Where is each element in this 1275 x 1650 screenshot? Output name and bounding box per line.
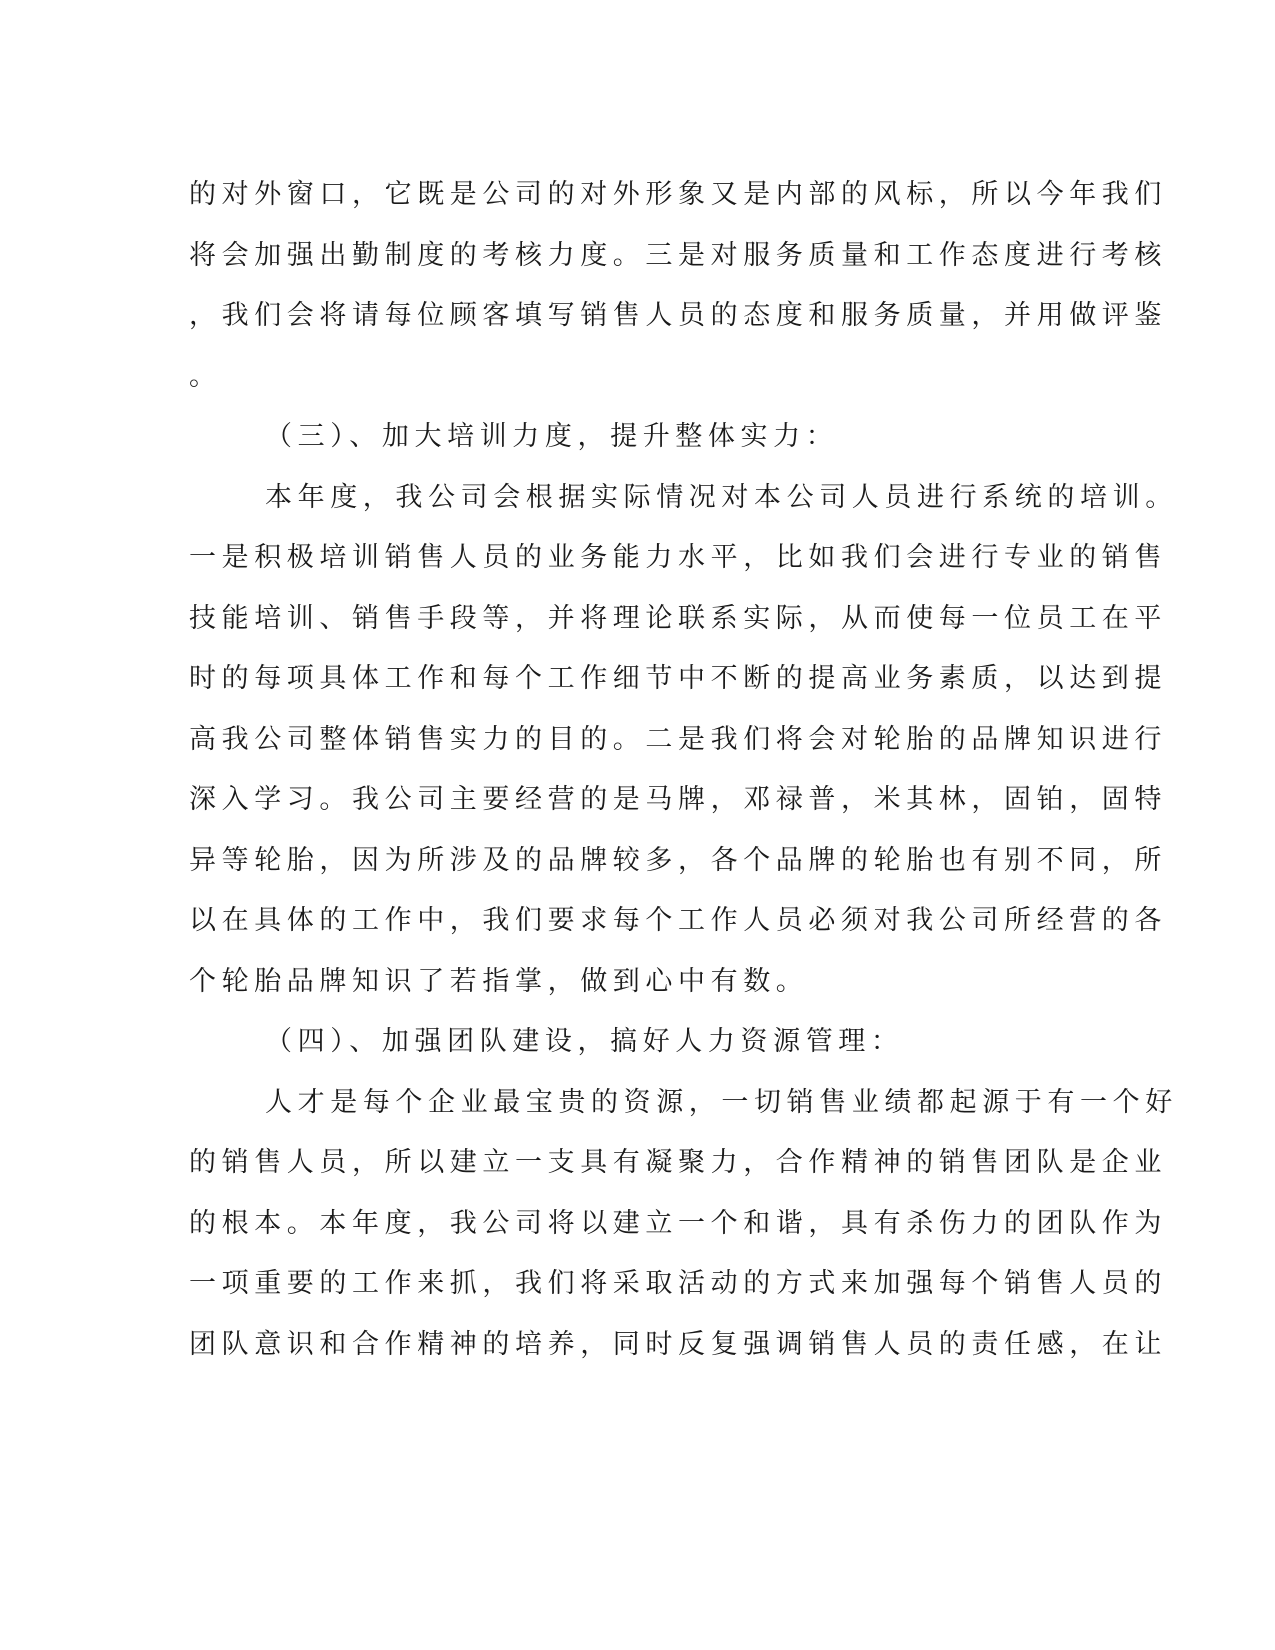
body-line: 异等轮胎，因为所涉及的品牌较多，各个品牌的轮胎也有别不同，所 (189, 844, 1167, 876)
body-line: 时的每项具体工作和每个工作细节中不断的提高业务素质，以达到提 (189, 663, 1167, 694)
body-line: 深入学习。我公司主要经营的是马牌，邓禄普，米其林，固铂，固特 (189, 784, 1167, 815)
body-line: 一项重要的工作来抓，我们将采取活动的方式来加强每个销售人员的 (189, 1268, 1167, 1299)
body-line: ，我们会将请每位顾客填写销售人员的态度和服务质量，并用做评鉴 (189, 300, 1167, 331)
paragraph-start: 人才是每个企业最宝贵的资源，一切销售业绩都起源于有一个好 (265, 1086, 1178, 1118)
body-line: 技能培训、销售手段等，并将理论联系实际，从而使每一位员工在平 (189, 602, 1167, 634)
body-line: 团队意识和合作精神的培养，同时反复强调销售人员的责任感，在让 (189, 1328, 1167, 1360)
body-line: 个轮胎品牌知识了若指掌，做到心中有数。 (189, 965, 809, 997)
body-line: 以在具体的工作中，我们要求每个工作人员必须对我公司所经营的各 (189, 905, 1167, 936)
body-line: 。 (189, 360, 222, 392)
section-heading-4: （四）、加强团队建设，搞好人力资源管理： (265, 1026, 904, 1057)
body-line: 一是积极培训销售人员的业务能力水平，比如我们会进行专业的销售 (189, 542, 1167, 573)
body-line: 将会加强出勤制度的考核力度。三是对服务质量和工作态度进行考核 (189, 239, 1167, 271)
body-line: 高我公司整体销售实力的目的。二是我们将会对轮胎的品牌知识进行 (189, 723, 1167, 755)
document-body (189, 165, 1178, 1375)
body-line: 的根本。本年度，我公司将以建立一个和谐，具有杀伤力的团队作为 (189, 1207, 1167, 1239)
body-line: 的对外窗口，它既是公司的对外形象又是内部的风标，所以今年我们 (189, 179, 1167, 210)
section-heading-3: （三）、加大培训力度，提升整体实力： (265, 421, 839, 452)
body-line: 的销售人员，所以建立一支具有凝聚力，合作精神的销售团队是企业 (189, 1147, 1167, 1178)
paragraph-start: 本年度，我公司会根据实际情况对本公司人员进行系统的培训。 (265, 481, 1178, 513)
